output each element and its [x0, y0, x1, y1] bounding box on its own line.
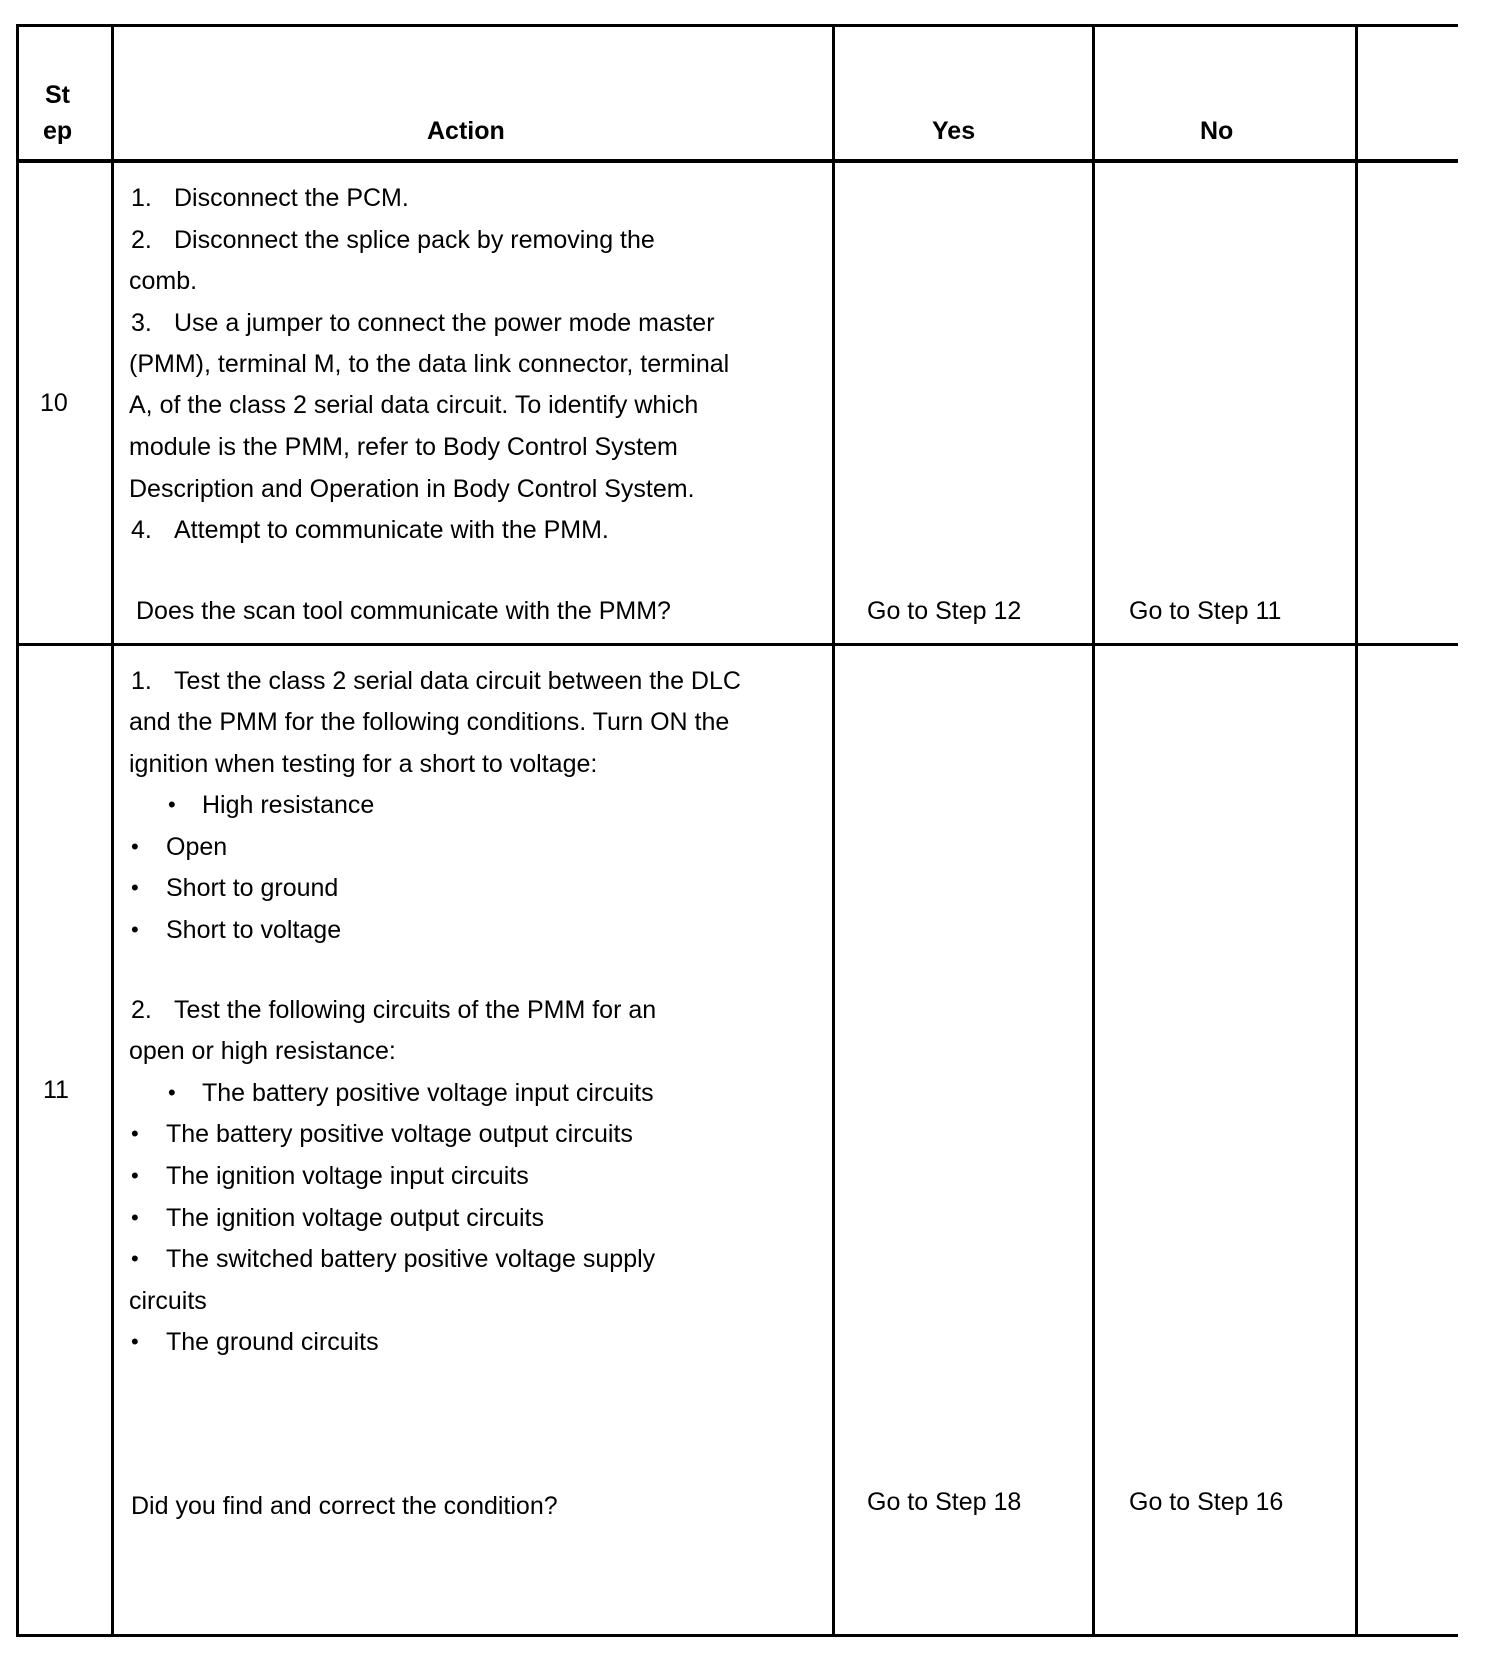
list-item-continuation: comb. — [129, 267, 198, 295]
step-number: 10 — [40, 389, 68, 417]
bullet-icon: • — [168, 792, 176, 817]
header-step-line2: ep — [43, 117, 73, 145]
list-number: 1. — [131, 667, 152, 695]
bullet-item: High resistance — [202, 791, 375, 819]
bullet-item: Open — [166, 833, 228, 861]
table-top-border — [16, 24, 1458, 27]
table-bottom-border — [16, 1634, 1458, 1637]
no-result: Go to Step 11 — [1129, 597, 1282, 625]
bullet-item: The battery positive voltage output circuits — [166, 1120, 633, 1148]
list-item: Test the class 2 serial data circuit between the DLC — [174, 667, 741, 695]
list-item-continuation: (PMM), terminal M, to the data link connector, terminal — [129, 350, 730, 378]
bullet-icon: • — [168, 1080, 176, 1105]
bullet-item: Short to ground — [166, 874, 339, 902]
col-divider-yes-no — [1092, 24, 1095, 1637]
row-divider — [16, 643, 1458, 646]
list-number: 2. — [131, 226, 152, 254]
col-divider-step-action — [111, 24, 114, 1637]
step-number: 11 — [43, 1076, 69, 1104]
list-item-continuation: Description and Operation in Body Control System. — [129, 475, 695, 503]
header-step-line1: St — [45, 81, 70, 109]
no-result: Go to Step 16 — [1129, 1488, 1284, 1516]
list-item-continuation: ignition when testing for a short to voltage: — [129, 750, 598, 778]
list-item-continuation: and the PMM for the following conditions. Turn ON the — [129, 708, 730, 736]
bullet-item: The ignition voltage input circuits — [166, 1162, 529, 1190]
bullet-item: Short to voltage — [166, 916, 342, 944]
header-action: Action — [427, 117, 505, 145]
header-no: No — [1200, 117, 1234, 145]
col-divider-action-yes — [832, 24, 835, 1637]
list-item-continuation: A, of the class 2 serial data circuit. To identify which — [129, 391, 699, 419]
bullet-item: The battery positive voltage input circuits — [202, 1079, 654, 1107]
header-bottom-border — [16, 159, 1458, 163]
bullet-icon: • — [131, 1329, 139, 1354]
bullet-icon: • — [131, 1246, 139, 1271]
bullet-icon: • — [131, 834, 139, 859]
list-number: 3. — [131, 309, 152, 337]
yes-result: Go to Step 18 — [867, 1488, 1022, 1516]
list-number: 1. — [131, 184, 152, 212]
list-item-continuation: circuits — [129, 1287, 207, 1315]
bullet-item: The switched battery positive voltage supply — [166, 1245, 656, 1273]
list-item: Attempt to communicate with the PMM. — [174, 516, 609, 544]
bullet-icon: • — [131, 917, 139, 942]
yes-result: Go to Step 12 — [867, 597, 1022, 625]
list-item-continuation: open or high resistance: — [129, 1037, 396, 1065]
list-number: 4. — [131, 516, 152, 544]
list-item: Use a jumper to connect the power mode master — [174, 309, 715, 337]
bullet-icon: • — [131, 1205, 139, 1230]
list-number: 2. — [131, 996, 152, 1024]
list-item: Disconnect the PCM. — [174, 184, 409, 212]
table-left-border — [16, 24, 19, 1637]
list-item-continuation: module is the PMM, refer to Body Control System — [129, 433, 678, 461]
list-item: Test the following circuits of the PMM for an — [174, 996, 657, 1024]
question: Does the scan tool communicate with the PMM? — [136, 597, 671, 625]
bullet-icon: • — [131, 875, 139, 900]
bullet-icon: • — [131, 1163, 139, 1188]
header-yes: Yes — [932, 117, 976, 145]
bullet-item: The ground circuits — [166, 1328, 379, 1356]
list-item: Disconnect the splice pack by removing the — [174, 226, 655, 254]
question: Did you find and correct the condition? — [131, 1492, 558, 1520]
bullet-item: The ignition voltage output circuits — [166, 1204, 544, 1232]
bullet-icon: • — [131, 1121, 139, 1146]
table-right-border — [1355, 24, 1358, 1637]
